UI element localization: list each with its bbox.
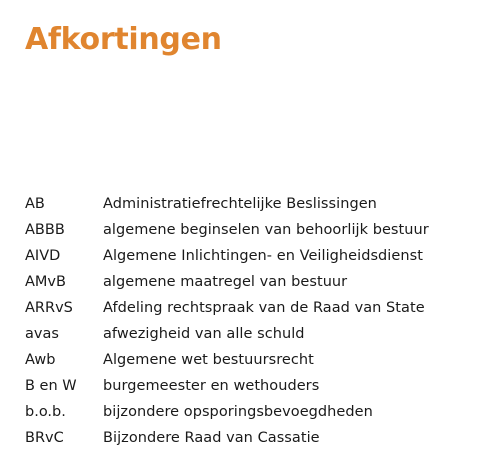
abbreviation-term: AB bbox=[25, 196, 45, 212]
abbreviation-description: burgemeester en wethouders bbox=[103, 378, 320, 394]
abbreviation-term: b.o.b. bbox=[25, 404, 66, 420]
abbreviation-description: Bijzondere Raad van Cassatie bbox=[103, 430, 320, 446]
list-item bbox=[25, 425, 475, 451]
list-item bbox=[25, 321, 475, 347]
list-item bbox=[25, 269, 475, 295]
abbreviation-description: Afdeling rechtspraak van de Raad van State bbox=[103, 300, 425, 316]
abbreviation-term: Awb bbox=[25, 352, 56, 368]
abbreviation-description: Algemene Inlichtingen- en Veiligheidsdienst bbox=[103, 248, 423, 264]
abbreviation-term: ABBB bbox=[25, 222, 65, 238]
abbreviation-term: avas bbox=[25, 326, 59, 342]
abbreviation-description: Administratiefrechtelijke Beslissingen bbox=[103, 196, 377, 212]
abbreviation-description: bijzondere opsporingsbevoegdheden bbox=[103, 404, 373, 420]
abbreviation-description: Algemene wet bestuursrecht bbox=[103, 352, 314, 368]
abbreviation-description: afwezigheid van alle schuld bbox=[103, 326, 305, 342]
abbreviation-term: BRvC bbox=[25, 430, 64, 446]
list-item bbox=[25, 399, 475, 425]
abbreviation-list bbox=[25, 191, 475, 451]
list-item bbox=[25, 295, 475, 321]
page-title: Afkortingen bbox=[25, 22, 222, 57]
list-item bbox=[25, 243, 475, 269]
abbreviation-description: algemene beginselen van behoorlijk bestuur bbox=[103, 222, 429, 238]
abbreviation-term: ARRvS bbox=[25, 300, 73, 316]
list-item bbox=[25, 217, 475, 243]
list-item bbox=[25, 373, 475, 399]
list-item bbox=[25, 347, 475, 373]
abbreviation-term: AIVD bbox=[25, 248, 61, 264]
abbreviation-description: algemene maatregel van bestuur bbox=[103, 274, 348, 290]
abbreviation-term: B en W bbox=[25, 378, 77, 394]
list-item bbox=[25, 191, 475, 217]
abbreviation-term: AMvB bbox=[25, 274, 66, 290]
